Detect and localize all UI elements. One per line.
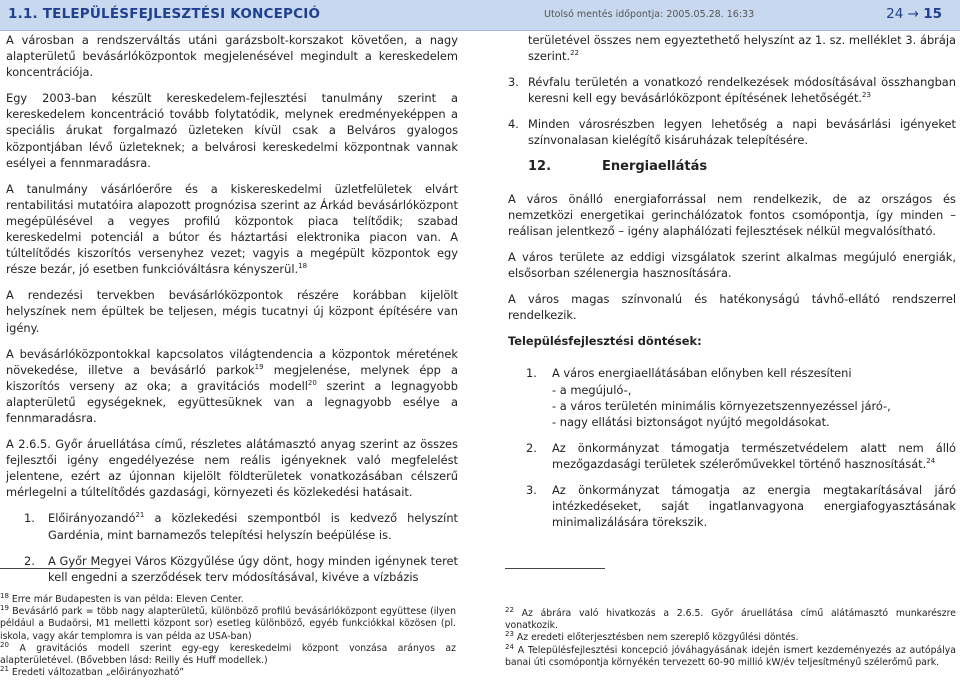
footnote-divider xyxy=(0,568,100,569)
paragraph: A város önálló energiaforrással nem rendelkezik, de az országos és nemzetközi energetikai gerinchálózatok fontos csomópontja, így minden – reálisan jelentkező – igény alaphálózati fejlesztések nélkül megvalósítható. xyxy=(508,191,956,238)
list-text xyxy=(528,32,956,64)
list-item xyxy=(508,116,956,148)
footnote-text: Erre már Budapesten is van példa: Eleven Center. xyxy=(11,594,244,605)
list-text: Minden városrészben legyen lehetőség a napi bevásárlási igényeket színvonalasan kielégítő kisáruházak telepítésére. xyxy=(528,117,956,148)
footnote-text: Bevásárló park = több nagy alapterületű, különböző profilú bevásárlóközpont együttese (ilyen például a Budaörsi, M1 melletti központ sor) esetleg különböző, egyéb funkciókkal közösen (pl. iskola, vagy akár templomra is van példa az USA-ban) xyxy=(0,606,456,642)
list-text xyxy=(528,74,956,106)
paragraph: A rendezési tervekben bevásárlóközpontok részére korábban kijelölt helyszínek nem épültek be teljesen, mégis tucatnyi új központ építésére van igény. xyxy=(6,288,458,335)
list-number: 2. xyxy=(24,553,35,568)
footnote xyxy=(0,640,456,667)
footnote xyxy=(0,591,456,606)
footnote-ref[interactable]: 24 xyxy=(926,457,936,466)
footnote-ref[interactable]: 20 xyxy=(307,378,317,387)
arrow-icon: → xyxy=(907,6,919,22)
list-number: 3. xyxy=(526,482,537,497)
footnote-number: 24 xyxy=(505,642,514,651)
footnote-text: Az ábrára való hivatkozás a 2.6.5. Győr áruellátása című alátámasztó munkarészre vonatkozik. xyxy=(505,608,956,632)
paragraph: A város területe az eddigi vizsgálatok szerint alkalmas megújuló energiák, elsősorban szélenergia hasznosítására. xyxy=(508,249,956,281)
list-text-part: a közlekedési szempontból is kedvező helyszínt Gardénia, mint barnamezős telepítési helyszín beépülése is. xyxy=(48,511,458,542)
footnote-text: Eredeti változatban „előirányozható” xyxy=(11,667,184,679)
paragraph xyxy=(6,346,458,426)
list-text-part: Előirányozandó xyxy=(48,511,136,526)
footnote xyxy=(0,667,456,679)
footnote-number: 22 xyxy=(505,605,514,614)
left-column xyxy=(6,32,458,595)
list-text xyxy=(552,440,956,472)
list-number: 4. xyxy=(508,117,519,132)
footnote-number: 23 xyxy=(505,630,514,639)
list-text-part: Az önkormányzat támogatja természetvédelem alatt nem álló mezőgazdasági területek szélerőművekkel történő hasznosítását. xyxy=(552,440,956,471)
right-column xyxy=(508,32,956,540)
footnote-number: 19 xyxy=(0,604,9,613)
paragraph xyxy=(6,181,458,278)
footnote-number: 21 xyxy=(0,665,9,674)
list-text xyxy=(48,510,458,542)
list-line: A város energiaellátásában előnyben kell részesíteni xyxy=(552,366,852,381)
footnote-text: Az eredeti előterjesztésben nem szereplő közgyűlési döntés. xyxy=(516,632,799,644)
decision-item xyxy=(508,482,956,530)
footnotes-left xyxy=(0,591,456,679)
list-line: - a megújuló-, xyxy=(552,382,632,397)
decision-item xyxy=(508,440,956,472)
footnote-text: A gravitációs modell szerint egy-egy kereskedelmi központ vonzása arányos az alapterületével. (Bővebben lásd: Reilly és Huff modellek.) xyxy=(0,642,456,667)
list-text: Az önkormányzat támogatja az energia megtakarításával járó intézkedéseket, saját ingatlanvagyona energiafogyasztásának minimalizálására törekszik. xyxy=(552,482,956,530)
paragraph: Egy 2003-ban készült kereskedelem-fejlesztési tanulmány szerint a kereskedelem koncentráció tovább folytatódik, melynek eredményeképpen a speciális árukat forgalmazó üzleteken kívül csak a Belváros gyalogos központjában lévő üzleteknek; a belvárosi kereskedelmi központnak vannak esélyei a fennmaradásra. xyxy=(6,91,458,170)
document-title: 1.1. TELEPÜLÉSFEJLESZTÉSI KONCEPCIÓ xyxy=(8,6,321,22)
paragraph-text: A bevásárlóközpontokkal kapcsolatos világtendencia a központok méretének növekedése, illetve a bevásárló parkok xyxy=(6,346,458,377)
footnote-number: 20 xyxy=(0,640,9,649)
decisions-heading: Településfejlesztési döntések: xyxy=(508,334,702,349)
footnote-divider xyxy=(505,568,605,569)
footnote xyxy=(505,605,956,632)
list-text-part: területével összes nem egyeztethető helyszínt az 1. sz. melléklet 3. ábrája szerint. xyxy=(528,33,956,64)
page-to: 15 xyxy=(923,6,942,22)
footnote-ref[interactable]: 22 xyxy=(570,49,579,58)
list-text-part: Révfalu területén a vonatkozó rendelkezések módosításával összhangban keresni kell egy bevásárlóközpont építésének lehetőségét. xyxy=(528,75,956,106)
list-item xyxy=(6,510,458,542)
footnote-ref[interactable]: 23 xyxy=(862,91,871,100)
footnotes xyxy=(0,568,960,690)
list-text: A Győr Megyei Város Közgyűlése úgy dönt, hogy minden igénynek teret kell engedni a szerződések terv módosításával, kivéve a vízbázis xyxy=(48,553,458,584)
footnote-number: 18 xyxy=(0,591,9,600)
paragraph: A 2.6.5. Győr áruellátása című, részletes alátámasztó anyag szerint az összes fejlesztői igény engedélyezése nem reális igényeknek való megfelelést jelentene, ezért az újonnan kijelölt földterületek vonatkozásában célszerű mérlegelni a túltelítődés gazdasági, környezeti és közlekedési hatásait. xyxy=(6,437,458,500)
list-number: 3. xyxy=(508,75,519,90)
footnote-ref[interactable]: 18 xyxy=(298,262,308,271)
footnote-ref[interactable]: 19 xyxy=(254,362,264,371)
footnote-text: A Településfejlesztési koncepció jóváhagyásának idején ismert kezdeményezés az autópálya banai úti csomópontja környékén tervezett 60-90 millió kW/év teljesítményű szélerőmű park. xyxy=(505,644,956,668)
footnotes-right xyxy=(505,605,956,669)
list-number: 1. xyxy=(526,366,537,381)
list-line: - a város területén minimális környezetszennyezéssel járó-, xyxy=(552,398,891,413)
footnote xyxy=(505,632,956,644)
list-text xyxy=(552,365,956,429)
paragraph-text: szerint a legnagyobb alapterületű egységeknek, együttesüknek van a legnagyobb esélye a fennmaradásra. xyxy=(6,378,458,425)
section-heading xyxy=(508,159,956,175)
decision-item xyxy=(508,365,956,429)
list-number: 1. xyxy=(24,511,35,526)
page-from: 24 xyxy=(886,6,904,22)
footnote xyxy=(505,642,956,669)
section-number: 12. xyxy=(528,158,552,174)
paragraph: A városban a rendszerváltás utáni garázsbolt-korszakot követően, a nagy alapterületű bevásárlóközpontok megjelenésével megindult a kereskedelem koncentrációja. xyxy=(6,33,458,80)
list-line: - nagy ellátási biztonságot nyújtó megoldásokat. xyxy=(552,414,830,429)
page-header xyxy=(0,0,960,31)
footnote-ref[interactable]: 21 xyxy=(135,511,145,520)
section-title: Energiaellátás xyxy=(602,158,708,174)
list-item-continued xyxy=(508,32,956,64)
list-number: 2. xyxy=(526,440,537,455)
page-indicator xyxy=(886,6,942,22)
paragraph-text: megjelenése, melynek épp a kiszorítós verseny az oka; a gravitációs modell xyxy=(6,362,458,393)
footnote xyxy=(0,606,456,643)
last-saved-label: Utolsó mentés időpontja: 2005.05.28. 16:33 xyxy=(544,9,755,20)
list-item xyxy=(508,74,956,106)
paragraph-text: A tanulmány vásárlóerőre és a kiskereskedelmi üzletfelületek elvárt rentabilitási mutatóira alapozott prognózisa szerint az Árkád bevásárlóközpont megépülésével a vegyes profilú központok piaca telítődik; szabad kereskedelmi potenciál a bútor és háztartási elektronika piacon van. A túltelítődés kiszorítós versenyhez vezet; vagyis a megépült központok egy része bezár, jó esetben funkcióváltásra kényszerül. xyxy=(6,181,458,277)
paragraph: A város magas színvonalú és hatékonyságú távhő-ellátó rendszerrel rendelkezik. xyxy=(508,292,956,323)
